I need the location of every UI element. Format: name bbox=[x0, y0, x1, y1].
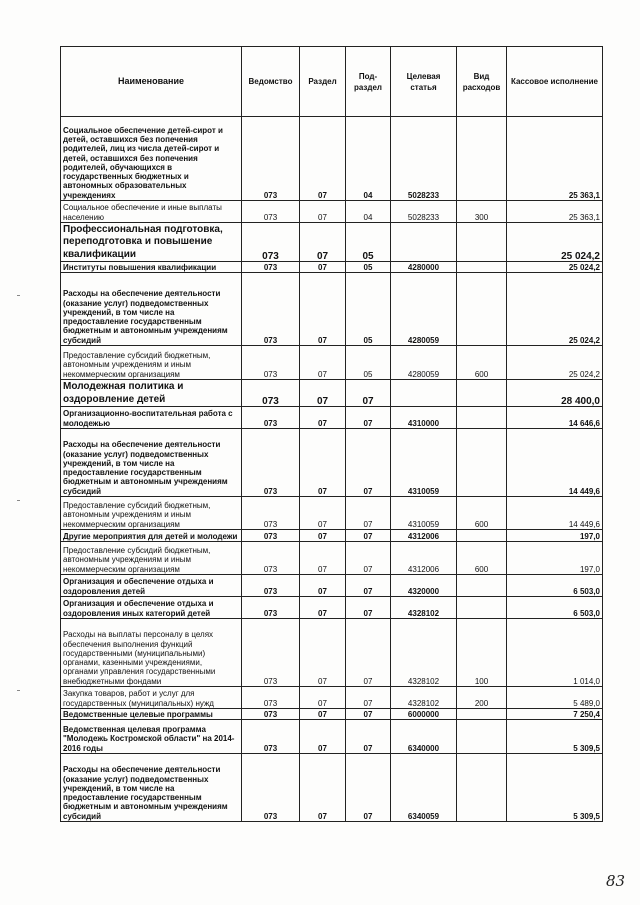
row-dept: 073 bbox=[242, 497, 300, 530]
row-amount: 25 024,2 bbox=[507, 273, 603, 346]
row-section: 07 bbox=[300, 346, 346, 380]
row-amount: 14 646,6 bbox=[507, 407, 603, 429]
table-row bbox=[61, 530, 603, 542]
row-name: Социальное обеспечение детей-сирот и детей, оставшихся без попечения родителей, лиц из числа детей-сирот и детей, оставшихся без попечения родителей, обучающихся в государственных бюджетных и автономных образовательных учреждениях bbox=[61, 117, 242, 201]
row-section: 07 bbox=[300, 575, 346, 597]
row-expense-type: 600 bbox=[457, 497, 507, 530]
row-expense-type bbox=[457, 273, 507, 346]
table-row bbox=[61, 117, 603, 201]
row-target: 6340000 bbox=[391, 720, 457, 754]
row-name: Организация и обеспечение отдыха и оздоровления детей bbox=[61, 575, 242, 597]
margin-mark bbox=[17, 295, 20, 296]
row-subsection: 07 bbox=[346, 380, 391, 407]
table-row bbox=[61, 542, 603, 575]
row-amount: 28 400,0 bbox=[507, 380, 603, 407]
row-subsection: 05 bbox=[346, 346, 391, 380]
row-expense-type: 600 bbox=[457, 346, 507, 380]
row-dept: 073 bbox=[242, 273, 300, 346]
row-name: Социальное обеспечение и иные выплаты населению bbox=[61, 201, 242, 223]
row-subsection: 07 bbox=[346, 754, 391, 822]
row-dept: 073 bbox=[242, 223, 300, 262]
table-row bbox=[61, 687, 603, 709]
row-subsection: 07 bbox=[346, 530, 391, 542]
col-header-cash: Кассовое исполнение bbox=[507, 47, 603, 117]
table-row bbox=[61, 597, 603, 619]
row-name: Предоставление субсидий бюджетным, автономным учреждениям и иным некоммерческим организациям bbox=[61, 542, 242, 575]
row-dept: 073 bbox=[242, 407, 300, 429]
row-dept: 073 bbox=[242, 201, 300, 223]
row-section: 07 bbox=[300, 407, 346, 429]
row-expense-type: 600 bbox=[457, 542, 507, 575]
row-section: 07 bbox=[300, 201, 346, 223]
row-dept: 073 bbox=[242, 597, 300, 619]
row-name: Расходы на обеспечение деятельности (оказание услуг) подведомственных учреждений, в том числе на предоставление государственным бюджетным и автономным учреждениям субсидий bbox=[61, 429, 242, 497]
table-row bbox=[61, 407, 603, 429]
row-name: Молодежная политика и оздоровление детей bbox=[61, 380, 242, 407]
row-section: 07 bbox=[300, 273, 346, 346]
row-amount: 5 309,5 bbox=[507, 754, 603, 822]
row-target: 4328102 bbox=[391, 597, 457, 619]
row-amount: 197,0 bbox=[507, 530, 603, 542]
row-amount: 25 024,2 bbox=[507, 346, 603, 380]
row-subsection: 07 bbox=[346, 407, 391, 429]
table-row bbox=[61, 754, 603, 822]
table-row bbox=[61, 709, 603, 720]
table-row bbox=[61, 201, 603, 223]
col-header-subsection: Под-раздел bbox=[346, 47, 391, 117]
row-subsection: 07 bbox=[346, 575, 391, 597]
row-target: 4310059 bbox=[391, 497, 457, 530]
row-name: Предоставление субсидий бюджетным, автономным учреждениям и иным некоммерческим организациям bbox=[61, 346, 242, 380]
row-target: 4280059 bbox=[391, 273, 457, 346]
row-amount: 25 363,1 bbox=[507, 201, 603, 223]
row-section: 07 bbox=[300, 619, 346, 687]
row-subsection: 07 bbox=[346, 720, 391, 754]
col-header-section: Раздел bbox=[300, 47, 346, 117]
col-header-expense-type: Вид расходов bbox=[457, 47, 507, 117]
table-row bbox=[61, 429, 603, 497]
row-section: 07 bbox=[300, 497, 346, 530]
row-subsection: 07 bbox=[346, 597, 391, 619]
row-dept: 073 bbox=[242, 429, 300, 497]
row-target: 6000000 bbox=[391, 709, 457, 720]
row-expense-type bbox=[457, 597, 507, 619]
table-header-row bbox=[61, 47, 603, 117]
row-target: 4320000 bbox=[391, 575, 457, 597]
row-name: Профессиональная подготовка, переподготовка и повышение квалификации bbox=[61, 223, 242, 262]
row-name: Расходы на выплаты персоналу в целях обеспечения выполнения функций государственными (муниципальными) органами, казенными учреждениями, органами управления государственными внебюджетными фондами bbox=[61, 619, 242, 687]
row-amount: 7 250,4 bbox=[507, 709, 603, 720]
row-dept: 073 bbox=[242, 346, 300, 380]
row-expense-type bbox=[457, 530, 507, 542]
row-amount: 5 489,0 bbox=[507, 687, 603, 709]
row-name: Институты повышения квалификации bbox=[61, 262, 242, 273]
row-expense-type bbox=[457, 709, 507, 720]
row-expense-type bbox=[457, 575, 507, 597]
row-dept: 073 bbox=[242, 380, 300, 407]
row-subsection: 07 bbox=[346, 429, 391, 497]
row-section: 07 bbox=[300, 262, 346, 273]
row-expense-type: 300 bbox=[457, 201, 507, 223]
row-section: 07 bbox=[300, 687, 346, 709]
table-row bbox=[61, 720, 603, 754]
row-subsection: 04 bbox=[346, 117, 391, 201]
table-row bbox=[61, 223, 603, 262]
row-target bbox=[391, 380, 457, 407]
row-name: Ведомственная целевая программа "Молодежь Костромской области" на 2014-2016 годы bbox=[61, 720, 242, 754]
row-subsection: 05 bbox=[346, 262, 391, 273]
row-target: 4328102 bbox=[391, 687, 457, 709]
row-target: 4312006 bbox=[391, 530, 457, 542]
row-target: 4328102 bbox=[391, 619, 457, 687]
table-row bbox=[61, 575, 603, 597]
row-amount: 25 024,2 bbox=[507, 262, 603, 273]
row-expense-type bbox=[457, 720, 507, 754]
row-subsection: 07 bbox=[346, 542, 391, 575]
row-amount: 14 449,6 bbox=[507, 429, 603, 497]
table-row bbox=[61, 346, 603, 380]
row-target: 4280000 bbox=[391, 262, 457, 273]
row-subsection: 07 bbox=[346, 619, 391, 687]
col-header-target: Целевая статья bbox=[391, 47, 457, 117]
table-row bbox=[61, 273, 603, 346]
row-name: Ведомственные целевые программы bbox=[61, 709, 242, 720]
row-subsection: 07 bbox=[346, 497, 391, 530]
row-expense-type bbox=[457, 429, 507, 497]
row-section: 07 bbox=[300, 380, 346, 407]
row-dept: 073 bbox=[242, 720, 300, 754]
row-target: 5028233 bbox=[391, 201, 457, 223]
row-expense-type bbox=[457, 262, 507, 273]
handwritten-page-number: 83 bbox=[606, 872, 626, 890]
row-amount: 197,0 bbox=[507, 542, 603, 575]
row-amount: 6 503,0 bbox=[507, 597, 603, 619]
row-section: 07 bbox=[300, 709, 346, 720]
row-dept: 073 bbox=[242, 117, 300, 201]
margin-mark bbox=[17, 500, 20, 501]
row-amount: 6 503,0 bbox=[507, 575, 603, 597]
row-dept: 073 bbox=[242, 709, 300, 720]
row-section: 07 bbox=[300, 542, 346, 575]
row-target: 5028233 bbox=[391, 117, 457, 201]
row-amount: 5 309,5 bbox=[507, 720, 603, 754]
row-subsection: 07 bbox=[346, 687, 391, 709]
row-name: Организационно-воспитательная работа с молодежью bbox=[61, 407, 242, 429]
row-name: Организация и обеспечение отдыха и оздоровления иных категорий детей bbox=[61, 597, 242, 619]
row-subsection: 05 bbox=[346, 273, 391, 346]
row-name: Расходы на обеспечение деятельности (оказание услуг) подведомственных учреждений, в том числе на предоставление государственным бюджетным и автономным учреждениям субсидий bbox=[61, 754, 242, 822]
row-target: 4280059 bbox=[391, 346, 457, 380]
row-section: 07 bbox=[300, 720, 346, 754]
row-target: 4310059 bbox=[391, 429, 457, 497]
row-name: Другие мероприятия для детей и молодежи bbox=[61, 530, 242, 542]
row-expense-type bbox=[457, 117, 507, 201]
row-dept: 073 bbox=[242, 575, 300, 597]
row-expense-type: 100 bbox=[457, 619, 507, 687]
table-row bbox=[61, 619, 603, 687]
row-dept: 073 bbox=[242, 687, 300, 709]
row-amount: 25 024,2 bbox=[507, 223, 603, 262]
row-target: 4312006 bbox=[391, 542, 457, 575]
row-section: 07 bbox=[300, 117, 346, 201]
row-subsection: 04 bbox=[346, 201, 391, 223]
row-section: 07 bbox=[300, 223, 346, 262]
row-dept: 073 bbox=[242, 619, 300, 687]
table-row bbox=[61, 262, 603, 273]
row-target bbox=[391, 223, 457, 262]
row-section: 07 bbox=[300, 754, 346, 822]
row-expense-type bbox=[457, 407, 507, 429]
col-header-dept: Ведомство bbox=[242, 47, 300, 117]
row-dept: 073 bbox=[242, 542, 300, 575]
row-expense-type bbox=[457, 223, 507, 262]
row-expense-type bbox=[457, 380, 507, 407]
row-name: Расходы на обеспечение деятельности (оказание услуг) подведомственных учреждений, в том числе на предоставление государственным бюджетным и автономным учреждениям субсидий bbox=[61, 273, 242, 346]
row-name: Закупка товаров, работ и услуг для государственных (муниципальных) нужд bbox=[61, 687, 242, 709]
col-header-name: Наименование bbox=[61, 47, 242, 117]
row-amount: 14 449,6 bbox=[507, 497, 603, 530]
row-section: 07 bbox=[300, 429, 346, 497]
row-dept: 073 bbox=[242, 530, 300, 542]
row-expense-type bbox=[457, 754, 507, 822]
row-amount: 25 363,1 bbox=[507, 117, 603, 201]
margin-mark bbox=[17, 690, 20, 691]
row-target: 4310000 bbox=[391, 407, 457, 429]
row-amount: 1 014,0 bbox=[507, 619, 603, 687]
table-row bbox=[61, 497, 603, 530]
row-dept: 073 bbox=[242, 754, 300, 822]
row-subsection: 05 bbox=[346, 223, 391, 262]
table-row bbox=[61, 380, 603, 407]
row-name: Предоставление субсидий бюджетным, автономным учреждениям и иным некоммерческим организациям bbox=[61, 497, 242, 530]
budget-table bbox=[60, 46, 603, 822]
row-dept: 073 bbox=[242, 262, 300, 273]
row-section: 07 bbox=[300, 597, 346, 619]
row-subsection: 07 bbox=[346, 709, 391, 720]
row-section: 07 bbox=[300, 530, 346, 542]
row-expense-type: 200 bbox=[457, 687, 507, 709]
row-target: 6340059 bbox=[391, 754, 457, 822]
